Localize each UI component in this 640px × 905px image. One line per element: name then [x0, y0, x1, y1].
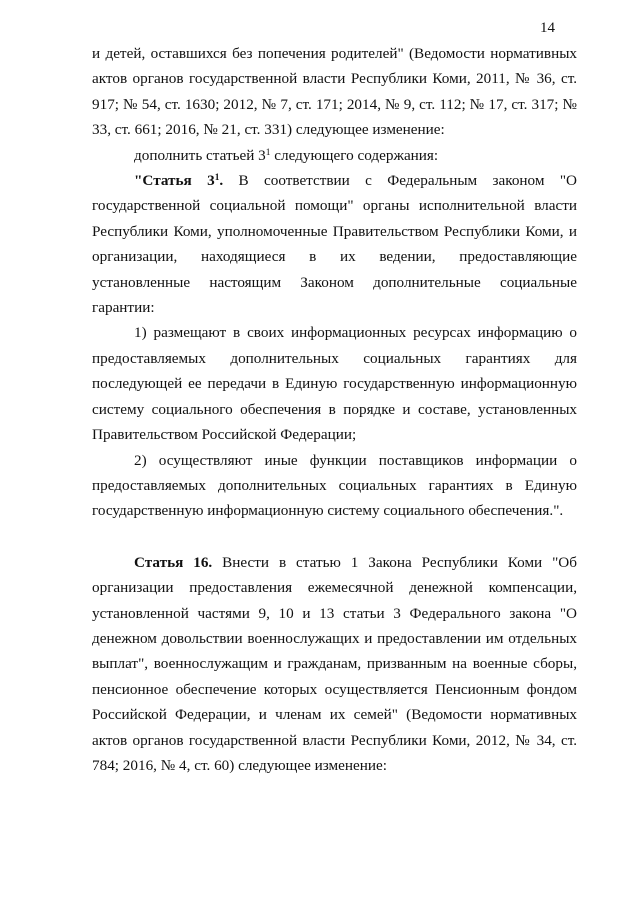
instruction-text: дополнить статьей 3 — [134, 146, 266, 164]
article-body: В соответствии с Федеральным законом "О государственной социальной помощи" органы исполнительной власти Республики Коми, уполномоченные Правительством Республики Коми, и организации, находящиеся в их ведении, предоставляющие установленные настоящим Законом дополнительные социальные гарантии: — [92, 172, 577, 317]
instruction-text-end: следующего содержания: — [270, 146, 439, 164]
article-16-body: Внести в статью 1 Закона Республики Коми "Об организации предоставления ежемесячной денежной компенсации, установленной частями 9, 10 и 13 статьи 3 Федерального закона "О денежном довольствии военнослужащих и предоставлении им отдельных выплат", военнослужащим и гражданам, призванным на военные сборы, пенсионное обеспечение которых осуществляется Пенсионным фондом Российской Федерации, и членам их семей" (Ведомости нормативных актов органов государственной власти Республики Коми, 2012, № 34, ст. 784; 2016, № 4, ст. 60) следующее изменение: — [92, 553, 577, 774]
article-superscript: 1 — [214, 172, 220, 183]
paragraph-amendment-instruction — [92, 143, 577, 168]
paragraph-gap — [92, 524, 577, 550]
paragraph-article-16 — [92, 550, 577, 779]
list-item-2: 2) осуществляют иные функции поставщиков информации о предоставляемых дополнительных социальных гарантиях в Единую государственную информационную систему социального обеспечения.". — [92, 451, 577, 520]
page-number: 14 — [540, 20, 555, 36]
document-body — [92, 41, 577, 778]
list-item-1: 1) размещают в своих информационных ресурсах информацию о предоставляемых дополнительных социальных гарантиях для последующей ее передачи в Единую государственную информационную систему социального обеспечения в порядке и составе, установленных Правительством Российской Федерации; — [92, 324, 577, 444]
instruction-superscript: 1 — [265, 147, 271, 158]
article-heading: "Статья 3 — [134, 172, 215, 190]
article-heading-dot: . — [219, 172, 224, 190]
paragraph-intro: и детей, оставшихся без попечения родителей" (Ведомости нормативных актов органов государственной власти Республики Коми, 2011, № 36, ст. 917; № 54, ст. 1630; 2012, № 7, ст. 171; 2014, № 9, ст. 112; № 17, ст. 317; № 33, ст. 661; 2016, № 21, ст. 331) следующее изменение: — [92, 45, 577, 139]
paragraph-article-3-1 — [92, 168, 577, 320]
article-16-heading: Статья 16. — [134, 553, 213, 571]
